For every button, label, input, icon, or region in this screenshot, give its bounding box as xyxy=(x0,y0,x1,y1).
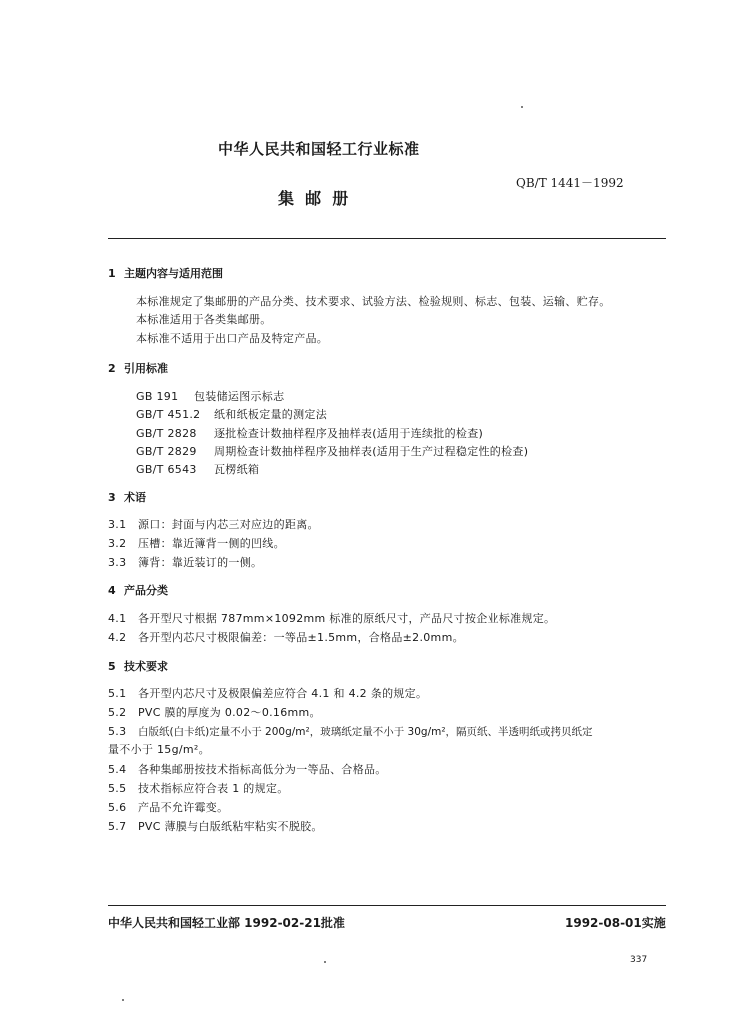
reference-code: GB/T 451.2 xyxy=(136,408,201,421)
clause-text: 各开型内芯尺寸及极限偏差应符合 4.1 和 4.2 条的规定。 xyxy=(138,687,428,700)
section-1-heading xyxy=(108,266,223,282)
clause xyxy=(108,800,228,816)
clause-number: 5.5 xyxy=(108,782,127,795)
section-title: 术语 xyxy=(124,491,146,504)
clause xyxy=(108,630,464,646)
clause-text: PVC 膜的厚度为 0.02～0.16mm。 xyxy=(138,706,321,719)
page-number: 337 xyxy=(630,955,648,965)
header-rule xyxy=(108,238,666,239)
clause-text: 各开型尺寸根据 787mm×1092mm 标准的原纸尺寸，产品尺寸按企业标准规定。 xyxy=(138,612,556,625)
clause-number: 3.2 xyxy=(108,537,127,550)
section-number: 2 xyxy=(108,362,116,375)
section-number: 5 xyxy=(108,660,116,673)
clause xyxy=(108,517,319,533)
section-3-heading xyxy=(108,490,146,506)
reference-title: 逐批检查计数抽样程序及抽样表(适用于连续批的检查) xyxy=(214,427,484,440)
clause-number: 5.6 xyxy=(108,801,127,814)
clause-text: 技术指标应符合表 1 的规定。 xyxy=(138,782,289,795)
section-5-heading xyxy=(108,659,168,675)
clause-text: 压槽：靠近簿背一侧的凹线。 xyxy=(138,537,285,550)
clause-number: 3.3 xyxy=(108,556,127,569)
clause xyxy=(108,819,323,835)
section-number: 1 xyxy=(108,267,116,280)
section-title: 主题内容与适用范围 xyxy=(124,267,223,280)
reference-item xyxy=(136,407,327,423)
scan-speck xyxy=(122,999,124,1001)
reference-title: 纸和纸板定量的测定法 xyxy=(214,408,327,421)
approval-line: 中华人民共和国轻工业部 1992-02-21批准 xyxy=(108,916,345,930)
footer-rule xyxy=(108,905,666,906)
reference-item xyxy=(136,444,528,460)
clause-number: 5.2 xyxy=(108,706,127,719)
reference-item xyxy=(136,462,259,478)
clause-text: PVC 薄膜与白版纸粘牢粘实不脱胶。 xyxy=(138,820,323,833)
clause xyxy=(108,611,555,627)
reference-title: 周期检查计数抽样程序及抽样表(适用于生产过程稳定性的检查) xyxy=(214,445,529,458)
clause-number: 5.3 xyxy=(108,725,127,738)
clause xyxy=(108,555,262,571)
reference-title: 包装储运图示标志 xyxy=(194,390,285,403)
section-number: 4 xyxy=(108,584,116,597)
clause-text: 各开型内芯尺寸极限偏差：一等品±1.5mm，合格品±2.0mm。 xyxy=(138,631,464,644)
section-4-heading xyxy=(108,583,168,599)
clause xyxy=(108,724,593,740)
clause-text: 各种集邮册按技术指标高低分为一等品、合格品。 xyxy=(138,763,387,776)
section-title: 引用标准 xyxy=(124,362,168,375)
clause-number: 4.1 xyxy=(108,612,127,625)
clause xyxy=(108,705,321,721)
standard-code: QB/T 1441－1992 xyxy=(516,176,624,190)
clause xyxy=(108,686,427,702)
paragraph: 本标准不适用于出口产品及特定产品。 xyxy=(136,332,329,345)
reference-item xyxy=(136,426,483,442)
clause-continuation: 量不小于 15g/m²。 xyxy=(108,743,210,756)
clause xyxy=(108,762,387,778)
section-2-heading xyxy=(108,361,168,377)
effective-date: 1992-08-01实施 xyxy=(565,916,666,930)
clause-text: 簿背：靠近装订的一侧。 xyxy=(138,556,263,569)
document-title: 集 邮 册 xyxy=(278,189,349,208)
clause-number: 3.1 xyxy=(108,518,127,531)
clause-text: 源口：封面与内芯三对应边的距离。 xyxy=(138,518,319,531)
scan-speck xyxy=(521,106,523,108)
reference-code: GB 191 xyxy=(136,390,179,403)
reference-code: GB/T 2828 xyxy=(136,427,197,440)
clause-number: 5.1 xyxy=(108,687,127,700)
paragraph: 本标准适用于各类集邮册。 xyxy=(136,313,272,326)
scan-speck xyxy=(324,961,326,963)
section-title: 产品分类 xyxy=(124,584,168,597)
reference-item xyxy=(136,389,284,405)
reference-title: 瓦楞纸箱 xyxy=(214,463,260,476)
section-title: 技术要求 xyxy=(124,660,168,673)
clause xyxy=(108,781,289,797)
reference-code: GB/T 6543 xyxy=(136,463,197,476)
clause-text: 白版纸(白卡纸)定量不小于 200g/m²，玻璃纸定量不小于 30g/m²，隔页纸、半透明纸或拷贝纸定 xyxy=(138,726,593,738)
issuing-authority: 中华人民共和国轻工行业标准 xyxy=(218,140,420,158)
clause-number: 5.7 xyxy=(108,820,127,833)
clause xyxy=(108,536,285,552)
clause-number: 5.4 xyxy=(108,763,127,776)
section-number: 3 xyxy=(108,491,116,504)
clause-text: 产品不允许霉变。 xyxy=(138,801,229,814)
clause-number: 4.2 xyxy=(108,631,127,644)
paragraph: 本标准规定了集邮册的产品分类、技术要求、试验方法、检验规则、标志、包装、运输、贮存。 xyxy=(136,295,611,308)
reference-code: GB/T 2829 xyxy=(136,445,197,458)
